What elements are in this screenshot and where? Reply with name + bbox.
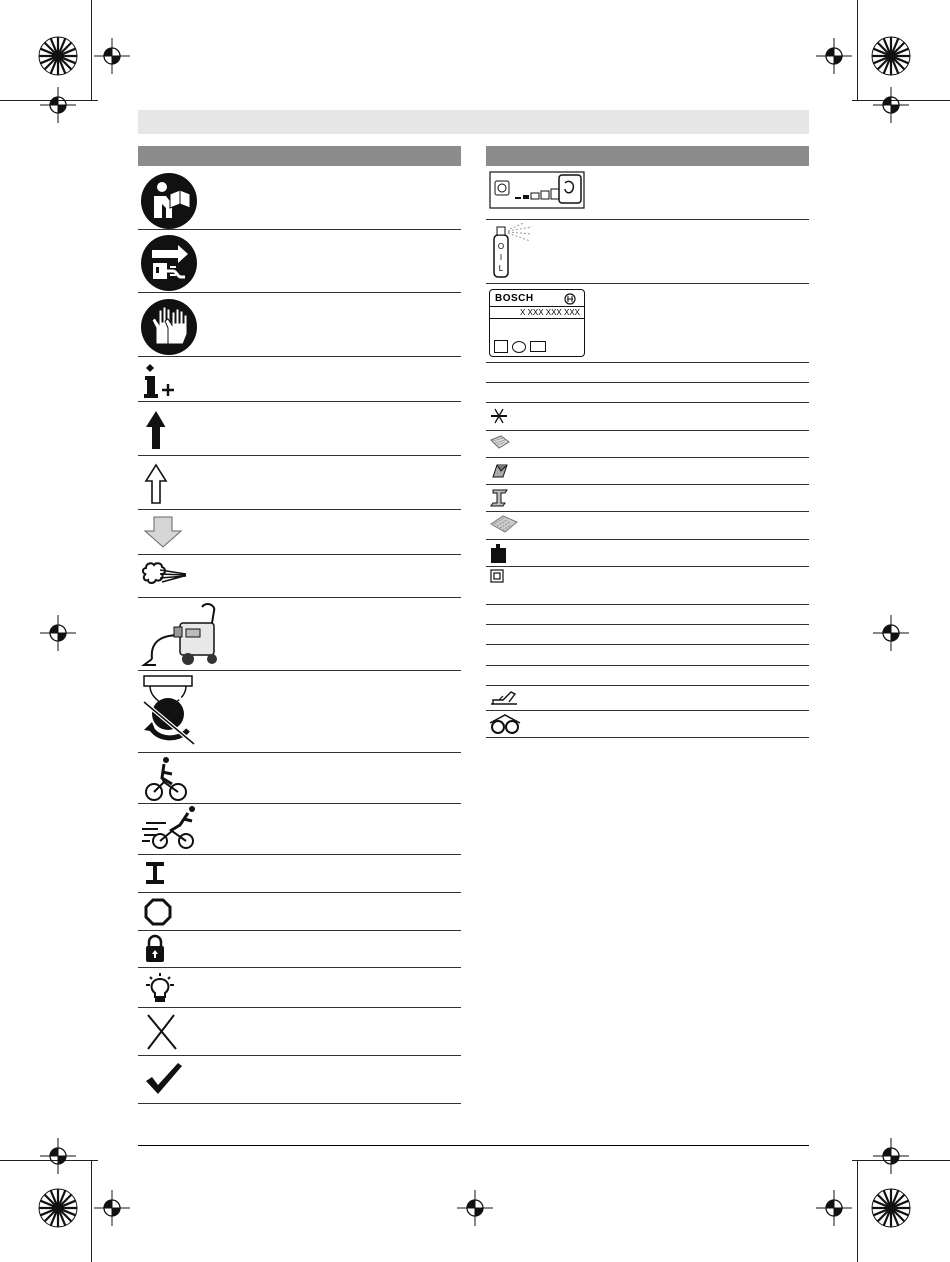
nameplate-brand: BOSCH [495, 293, 534, 304]
oil-letter-o: O [497, 242, 505, 251]
oil-letter-l: L [498, 264, 504, 273]
nameplate-number: X XXX XXX XXX [519, 308, 580, 317]
oil-letter-i: I [499, 253, 503, 262]
